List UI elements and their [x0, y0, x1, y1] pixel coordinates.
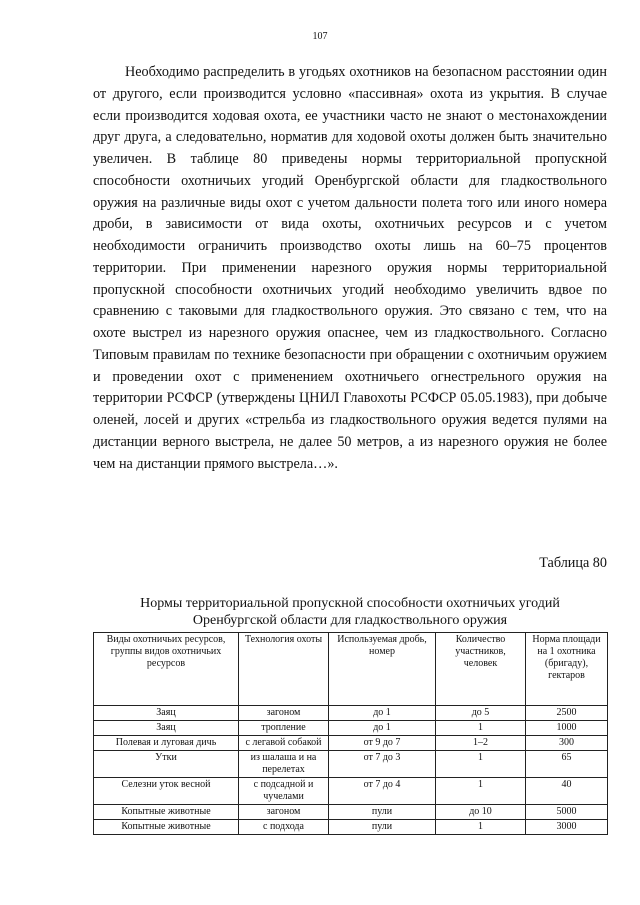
table-title: [93, 595, 607, 629]
cell-technology: с подсадной и чучелами: [239, 778, 329, 805]
table-label: Таблица 80: [539, 555, 607, 571]
body-paragraph: Необходимо распределить в угодьях охотников на безопасном расстоянии один от другого, если производится условно «пассивная» охота из укрытия. В случае если производится ходовая охота, ее участники часто не знают о местонахождении друг друга, а следовательно, норматив для ходовой охоты должен быть значительно увеличен. В таблице 80 приведены нормы территориальной пропускной способности охотничьих угодий Оренбургской области для гладкоствольного оружия на различные виды охот с учетом дальности полета того или иного номера дроби, в зависимости от вида охоты, охотничьих ресурсов и с учетом необходимости ограничить производство охоты лишь на 60–75 процентов территории. При применении нарезного оружия нормы территориальной пропускной способности охотничьих угодий необходимо увеличить вдвое по сравнению с таковыми для гладкоствольного оружия. Это связано с тем, что на охоте выстрел из нарезного оружия опаснее, чем из гладкоствольного. Согласно Типовым правилам по технике безопасности при обращении с охотничьим оружием и проведении охот с применением охотничьего огнестрельного оружия на территории РСФСР (утверждены ЦНИЛ Главохоты РСФСР 05.05.1983), при добыче оленей, лосей и других «стрельба из гладкоствольного оружия ведется пулями на дистанции верного выстрела, не далее 50 метров, а из нарезного оружия не более чем на дистанции прямого выстрела…».: [93, 64, 607, 472]
page-number: 107: [312, 31, 328, 42]
cell-resource: Заяц: [94, 721, 239, 736]
cell-resource: Полевая и луговая дичь: [94, 736, 239, 751]
cell-area-norm: 300: [526, 736, 608, 751]
table-row: [94, 778, 608, 805]
table-row: [94, 820, 608, 835]
cell-shot: пули: [329, 820, 436, 835]
cell-area-norm: 1000: [526, 721, 608, 736]
cell-area-norm: 3000: [526, 820, 608, 835]
norms-table: [93, 632, 608, 835]
cell-technology: тропление: [239, 721, 329, 736]
cell-shot: от 7 до 3: [329, 751, 436, 778]
table-title-line-2: Оренбургской области для гладкоствольного оружия: [192, 613, 508, 628]
cell-resource: Копытные животные: [94, 820, 239, 835]
table-row: [94, 751, 608, 778]
cell-resource: Копытные животные: [94, 805, 239, 820]
cell-participants: 1: [436, 751, 526, 778]
cell-resource: Заяц: [94, 706, 239, 721]
cell-participants: до 10: [436, 805, 526, 820]
cell-participants: 1: [436, 778, 526, 805]
cell-participants: 1–2: [436, 736, 526, 751]
table-row: [94, 805, 608, 820]
table-row: [94, 721, 608, 736]
cell-technology: из шалаша и на перелетах: [239, 751, 329, 778]
header-technology: Технология охоты: [239, 633, 329, 706]
cell-technology: с подхода: [239, 820, 329, 835]
cell-shot: до 1: [329, 721, 436, 736]
table-row: [94, 706, 608, 721]
cell-area-norm: 2500: [526, 706, 608, 721]
cell-shot: до 1: [329, 706, 436, 721]
cell-participants: 1: [436, 721, 526, 736]
cell-resource: Селезни уток весной: [94, 778, 239, 805]
cell-area-norm: 40: [526, 778, 608, 805]
cell-participants: 1: [436, 820, 526, 835]
table-row: [94, 736, 608, 751]
cell-participants: до 5: [436, 706, 526, 721]
cell-shot: от 7 до 4: [329, 778, 436, 805]
cell-technology: загоном: [239, 805, 329, 820]
header-resource: Виды охотничьих ресурсов, группы видов охотничьих ресурсов: [94, 633, 239, 706]
cell-area-norm: 65: [526, 751, 608, 778]
header-shot: Используемая дробь, номер: [329, 633, 436, 706]
cell-technology: загоном: [239, 706, 329, 721]
cell-technology: с легавой собакой: [239, 736, 329, 751]
header-participants: Количество участников, человек: [436, 633, 526, 706]
header-area-norm: Норма площади на 1 охотника (бригаду), гектаров: [526, 633, 608, 706]
cell-shot: пули: [329, 805, 436, 820]
table-header-row: [94, 633, 608, 706]
cell-area-norm: 5000: [526, 805, 608, 820]
cell-resource: Утки: [94, 751, 239, 778]
table-title-line-1: Нормы территориальной пропускной способности охотничьих угодий: [140, 596, 560, 611]
cell-shot: от 9 до 7: [329, 736, 436, 751]
